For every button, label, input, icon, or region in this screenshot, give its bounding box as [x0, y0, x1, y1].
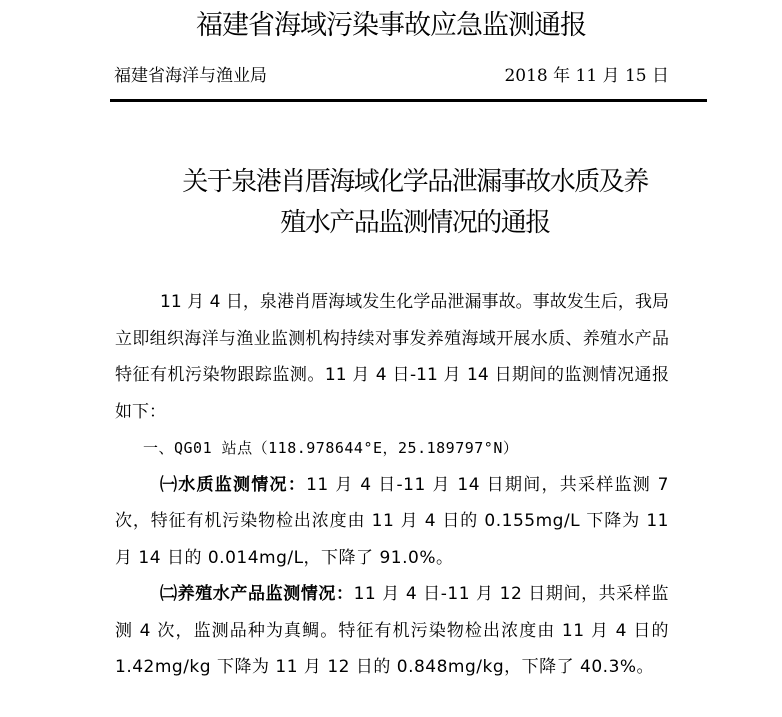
document-body: [115, 284, 669, 686]
intro-paragraph: 11 月 4 日，泉港肖厝海域发生化学品泄漏事故。事故发生后，我局立即组织海洋与渔业监测机构持续对事发养殖海域开展水质、养殖水产品特征有机污染物跟踪监测。11 月 4 日-11 月 14 日期间的监测情况通报如下：: [115, 292, 669, 422]
water-quality-paragraph: [115, 467, 669, 577]
water-quality-text: 11 月 4 日-11 月 14 日期间，共采样监测 7 次，特征有机污染物检出浓度由 11 月 4 日的 0.155mg/L 下降为 11 月 14 日的 0.014mg/L，下降了 91.0%。: [115, 474, 669, 568]
aquaculture-paragraph: [115, 576, 669, 686]
document-title-line-2: 殖水产品监测情况的通报: [280, 208, 550, 238]
aquaculture-label: ㈡养殖水产品监测情况：: [160, 584, 354, 604]
bulletin-header-title: 福建省海域污染事故应急监测通报: [196, 10, 586, 41]
issue-date: 2018 年 11 月 15 日: [504, 66, 669, 86]
water-quality-label: ㈠水质监测情况：: [160, 474, 307, 495]
header-divider: [110, 99, 707, 102]
station-heading: 一、QG01 站点（118.978644°E，25.189797°N）: [143, 439, 519, 457]
issuer-name: 福建省海洋与渔业局: [114, 66, 267, 86]
aquaculture-text: 11 月 4 日-11 月 12 日期间，共采样监测 4 次，监测品种为真鲷。特征有机污染物检出浓度由 11 月 4 日的 1.42mg/kg 下降为 11 月 12 日的 0.848mg/kg，下降了 40.3%。: [115, 584, 669, 677]
document-title: [113, 162, 717, 244]
document-title-line-1: 关于泉港肖厝海域化学品泄漏事故水质及养: [182, 167, 648, 197]
